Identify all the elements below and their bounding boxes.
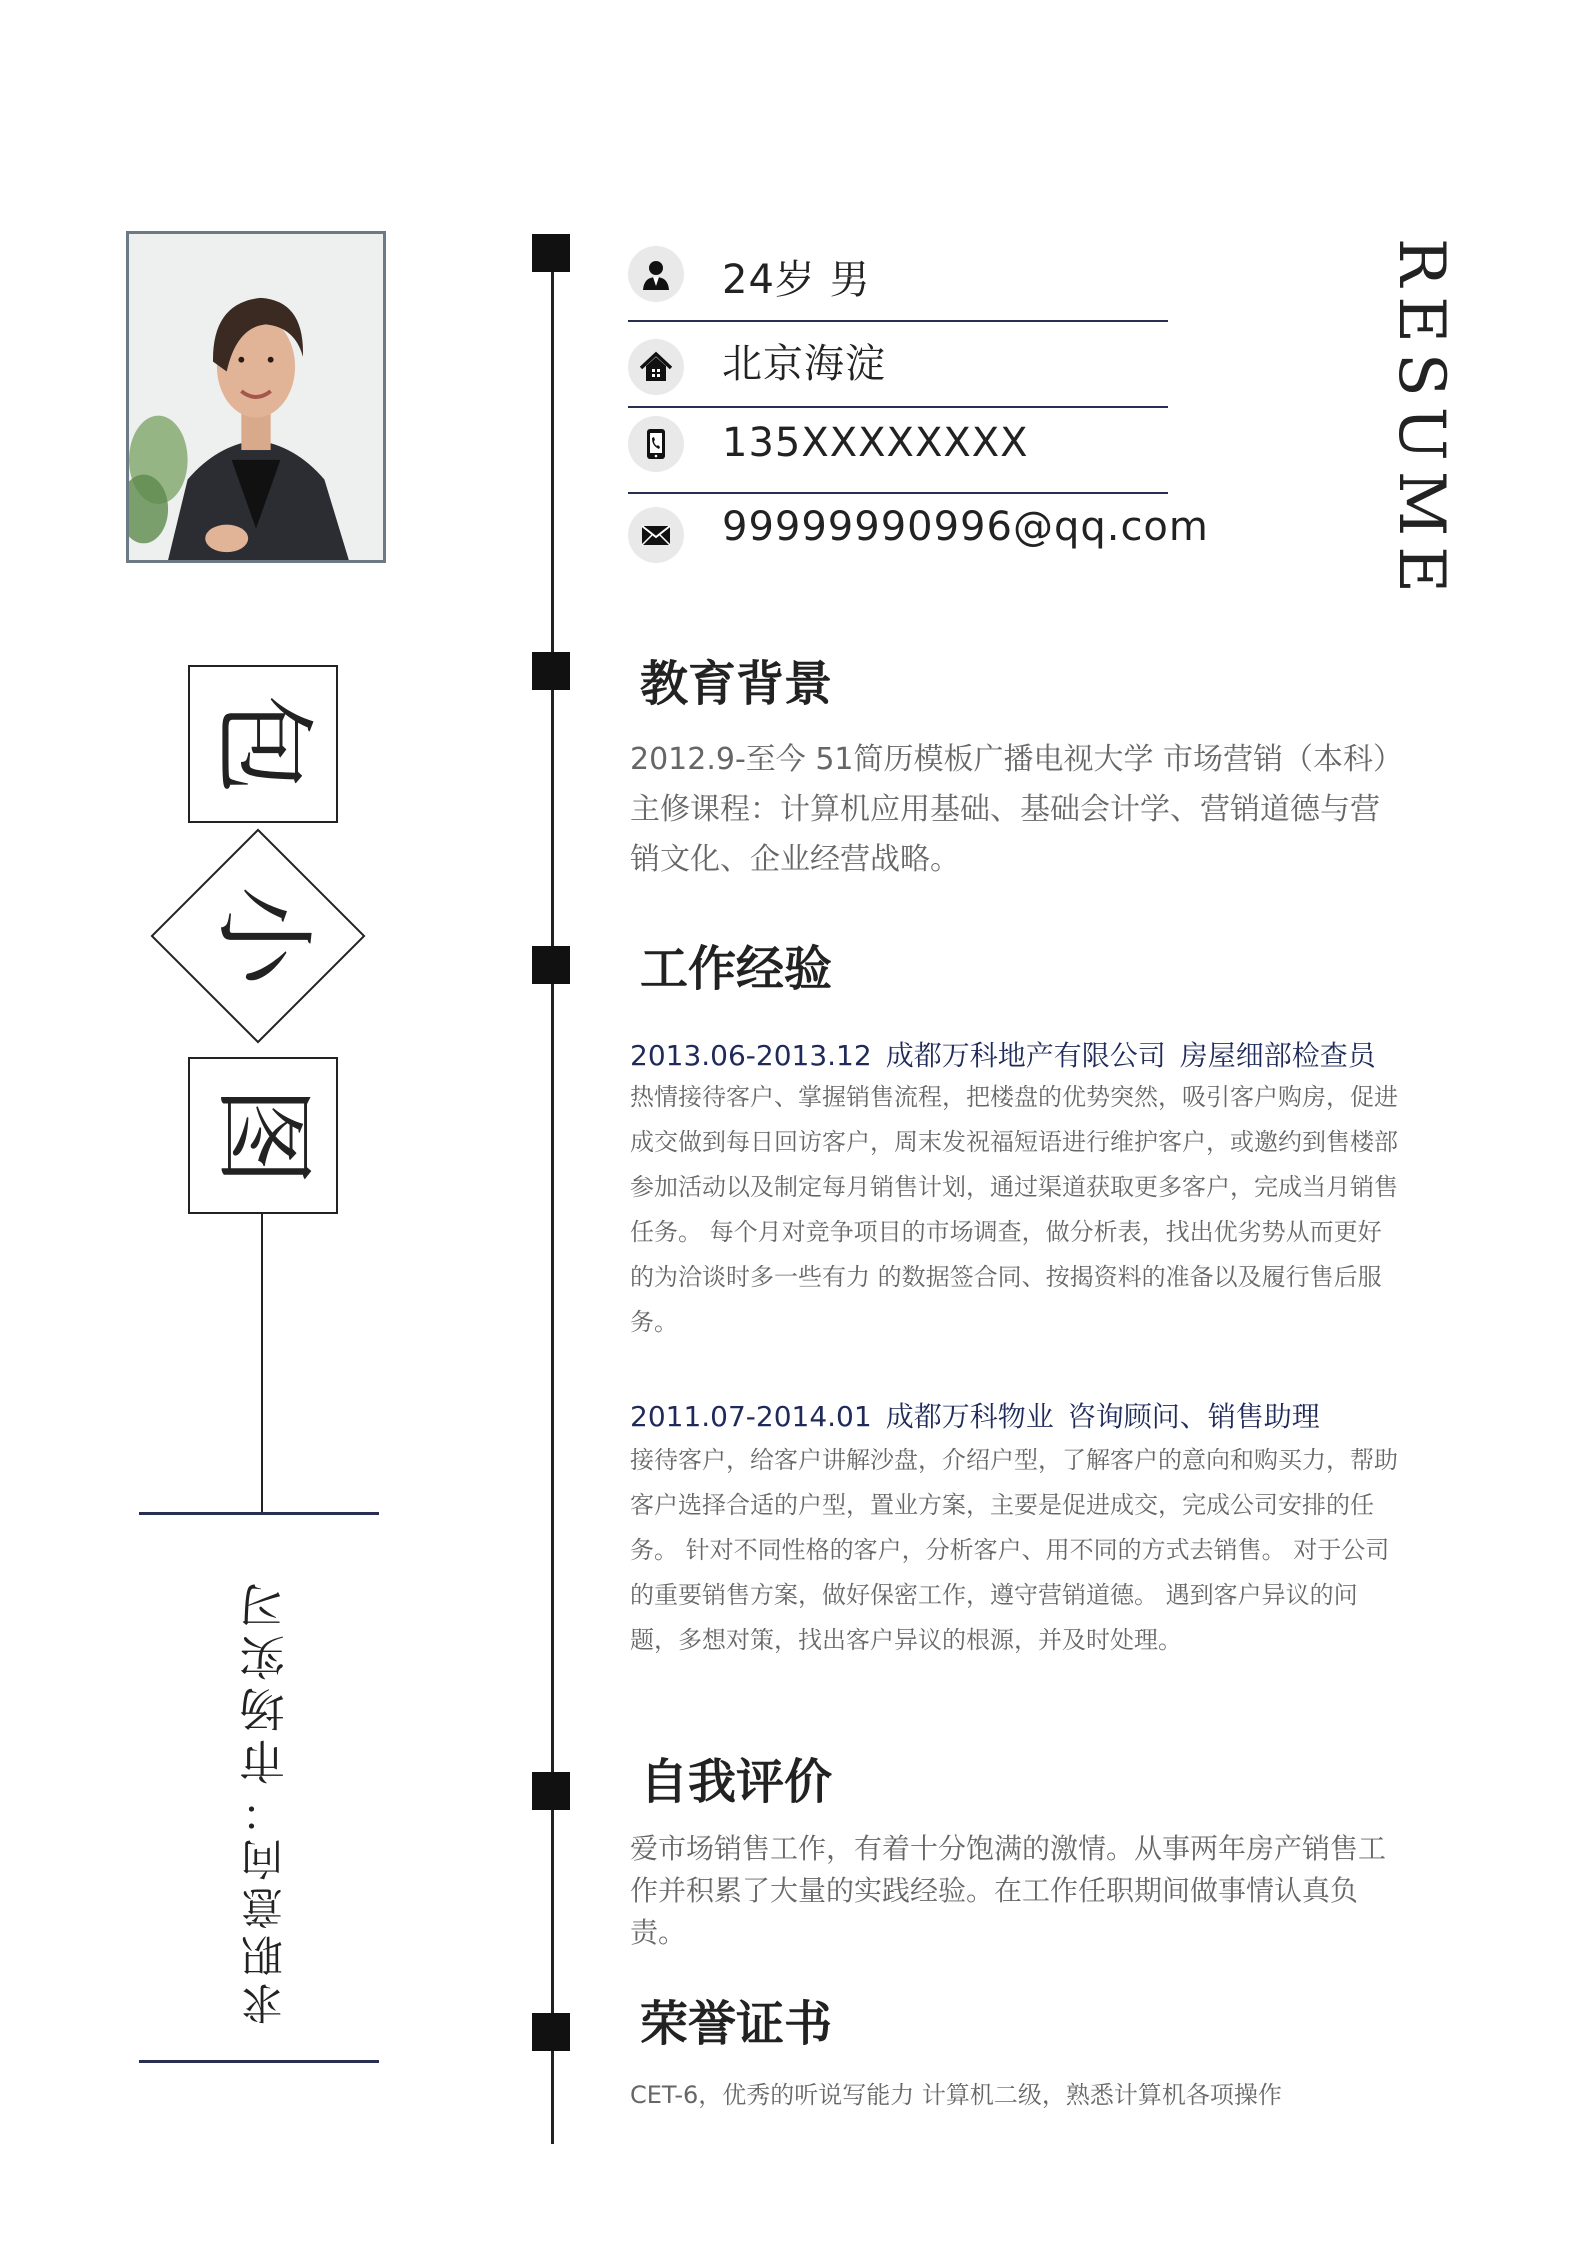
contact-location: 北京海淀 [722,341,886,387]
profile-photo [126,231,386,563]
contact-divider-3 [628,492,1168,494]
honors-title: 荣誉证书 [640,1996,833,2052]
job-intent [238,1535,292,2025]
mail-icon [628,507,684,563]
timeline-marker-self-eval [532,1772,570,1810]
name-char-box-1 [188,665,338,823]
job-company-2: 成都万科物业 [885,1400,1054,1433]
contact-divider-2 [628,406,1168,408]
education-title: 教育背景 [640,656,833,712]
home-icon [628,339,684,395]
job-header-1 [630,1034,1390,1074]
name-char-1: 包 [205,694,322,794]
phone-icon [628,416,684,472]
job-intent-label: 求职意向： [240,1785,289,2025]
timeline-line [551,234,554,2144]
name-char-3: 图 [205,1085,322,1186]
intent-top-rule [139,1512,379,1515]
job-period-1: 2013.06-2013.12 [630,1039,872,1072]
self-eval-text: 爱市场销售工作，有着十分饱满的激情。从事两年房产销售工作并积累了大量的实践经验。在工作任职期间做事情认真负责。 [630,1832,1387,1949]
contact-email[interactable]: 99999990996@qq.com [722,504,1209,550]
job-role-2: 咨询顾问、销售助理 [1067,1400,1320,1433]
job-desc-1: 热情接待客户、掌握销售流程，把楼盘的优势突然，吸引客户购房，促进成交做到每日回访客户，周末发祝福短语进行维护客户，或邀约到售楼部参加活动以及制定每月销售计划，通过渠道获取更多客户，完成当月销售任务。 每个月对竞争项目的市场调查，做分析表，找出优劣势从而更好的为洽谈时多一些有力 的数据签合同、按揭资料的准备以及履行售后服务。 [630,1083,1398,1336]
contact-phone: 135XXXXXXXX [722,420,1029,466]
self-eval-title: 自我评价 [640,1754,833,1810]
person-icon [628,246,684,302]
job-header-2 [630,1395,1334,1435]
education-text: 2012.9-至今 51简历模板广播电视大学 市场营销（本科）主修课程：计算机应用基础、基础会计学、营销道德与营销文化、企业经营战略。 [630,742,1404,877]
name-connector-line [261,1214,263,1514]
timeline-marker-work [532,946,570,984]
job-company-1: 成都万科地产有限公司 [885,1039,1166,1072]
job-role-1: 房屋细部检查员 [1179,1039,1376,1072]
name-diamond [188,860,338,1012]
timeline-marker-education [532,652,570,690]
timeline-marker-contact [532,234,570,272]
job-desc-2: 接待客户，给客户讲解沙盘，介绍户型，了解客户的意向和购买力，帮助客户选择合适的户型，置业方案，主要是促进成交，完成公司安排的任务。 针对不同性格的客户，分析客户、用不同的方式去销售。 对于公司的重要销售方案，做好保密工作，遵守营销道德。 遇到客户异议的问题，多想对策，找出客户异议的根源，并及时处理。 [630,1446,1398,1654]
name-char-2: 小 [205,886,322,986]
job-period-2: 2011.07-2014.01 [630,1400,872,1433]
honors-text: CET-6，优秀的听说写能力 计算机二级，熟悉计算机各项操作 [630,2081,1282,2109]
contact-divider-1 [628,320,1168,322]
intent-bottom-rule [139,2060,379,2063]
job-intent-value: 市场实习 [238,1577,292,1785]
contact-age-gender: 24岁 男 [722,257,871,303]
resume-watermark: RESUME [1384,238,1458,603]
timeline-marker-honors [532,2013,570,2051]
work-title: 工作经验 [640,941,833,997]
name-char-box-3 [188,1057,338,1214]
